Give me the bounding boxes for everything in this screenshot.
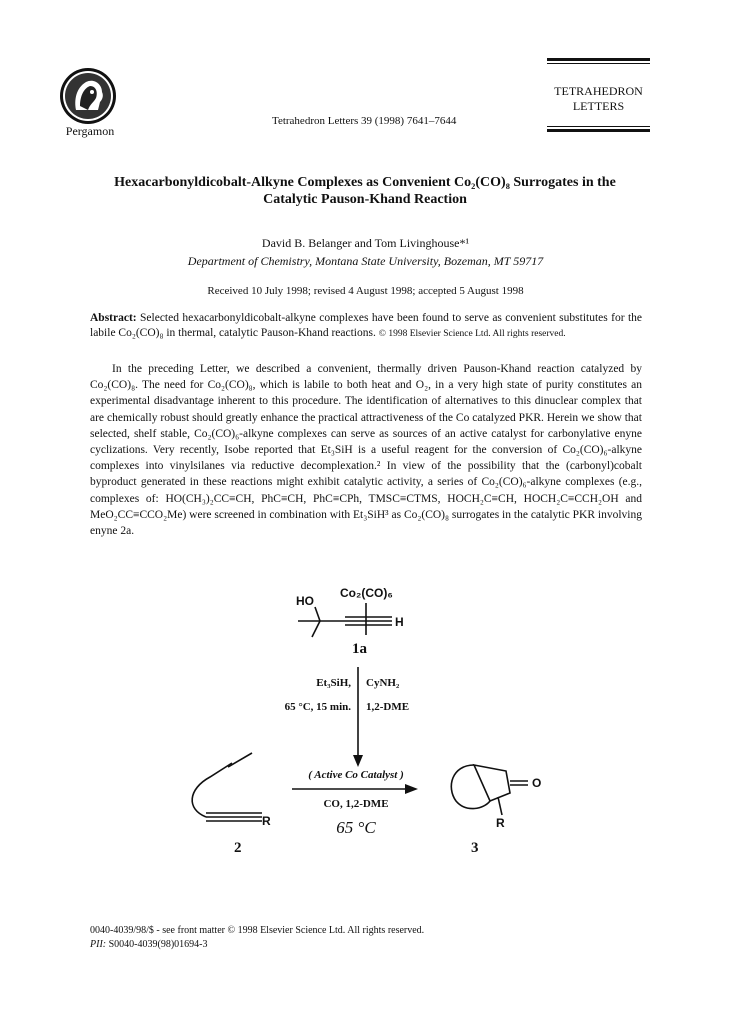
- journal-name-line2: LETTERS: [572, 99, 625, 113]
- reagent-right-2: 1,2-DME: [366, 701, 410, 713]
- article-title-line1: Hexacarbonyldicobalt-Alkyne Complexes as Convenient Co₂(CO)₈ Surrogates in the: [114, 175, 616, 190]
- complex-cobalt-label: Co₂(CO)₆: [340, 586, 393, 600]
- footer: [90, 924, 424, 952]
- enyne-vinyl-bond: [228, 753, 252, 767]
- article-title-line2: Catalytic Pauson-Khand Reaction: [263, 192, 467, 207]
- enyne-alkene-chain: [192, 763, 232, 817]
- journal-masthead: [547, 58, 650, 132]
- reagent-right-1: CyNH₂: [366, 677, 400, 689]
- horizontal-arrow-head: [405, 784, 418, 794]
- product-o-label: O: [532, 776, 542, 790]
- footer-copyright: 0040-4039/98/$ - see front matter © 1998 Elsevier Science Ltd. All rights reserved.: [90, 925, 425, 936]
- journal-citation: Tetrahedron Letters 39 (1998) 7641–7644: [272, 115, 457, 127]
- body-paragraph: In the preceding Letter, we described a convenient, thermally driven Pauson-Khand reaction catalyzed by Co₂(CO)₈. The need for Co₂(CO)₈, which is labile to both heat and O₂, in a very high state of purity constitutes an experimental disadvantage inherent to this procedure. The identification of alternatives to this dinuclear complex that are chemically robust should greatly enhance the practical attractiveness of the Co catalyzed PKR. Herein we show that selected, shelf stable, Co₂(CO)₆-alkyne complexes can serve as sources of an active catalyst for carbonylative enyne cyclizations. Very recently, Isobe reported that Et₃SiH is a useful reagent for the conversion of Co₂(CO)₆-alkyne complexes into vinylsilanes via reductive decomplexation.² In view of the possibility that the (carbonyl)cobalt byproduct generated in these reactions might exhibit catalytic activity, a series of Co₂(CO)₆-alkyne complexes (e.g., complexes of: HO(CH₃)₂CC≡CH, PhC≡CH, PhC≡CPh, TMSC≡CTMS, HOCH₂C≡CH, HOCH₂C≡CCH₂OH and MeO₂CC≡CCO₂Me) were screened in combination with Et₃SiH³ as Co₂(CO)₈ surrogates in the catalytic PKR involving enyne 2a.: [90, 363, 642, 538]
- temperature-label: 65 °C: [336, 818, 376, 837]
- masthead-rule-bottom-thin: [547, 126, 650, 127]
- received-dates: Received 10 July 1998; revised 4 August 1998; accepted 5 August 1998: [207, 285, 524, 297]
- journal-name: [547, 84, 650, 114]
- vertical-arrow-head: [353, 755, 363, 767]
- compound-label-1a: 1a: [352, 641, 367, 657]
- product-r-label: R: [496, 816, 505, 830]
- compound-label-2: 2: [234, 840, 242, 856]
- catalyst-label: ( Active Co Catalyst ): [308, 769, 404, 781]
- product-cyclopentenone: [474, 765, 510, 801]
- footer-pii: [90, 938, 424, 952]
- conditions-label: CO, 1,2-DME: [323, 798, 389, 810]
- pergamon-head-logo-icon: [58, 66, 118, 126]
- complex-bond-methyl: [312, 621, 320, 637]
- masthead-rule-bottom: [547, 129, 650, 132]
- abstract-text: Selected hexacarbonyldicobalt-alkyne complexes have been found to serve as convenient substitutes for the labile Co₂(CO)₈ in thermal, catalytic Pauson-Khand reactions.: [90, 312, 642, 339]
- abstract-copyright: © 1998 Elsevier Science Ltd. All rights reserved.: [378, 329, 566, 339]
- authors: David B. Belanger and Tom Livinghouse*¹: [261, 236, 470, 250]
- footer-pii-value: S0040-4039(98)01694-3: [106, 939, 208, 950]
- footer-pii-label: PII:: [90, 939, 107, 950]
- reagent-left-2: 65 °C, 15 min.: [284, 701, 351, 713]
- article-title: [90, 174, 640, 208]
- complex-h-label: H: [395, 615, 404, 629]
- reaction-scheme: [0, 575, 731, 905]
- complex-ho-label: HO: [296, 594, 314, 608]
- complex-bond-oh: [315, 607, 320, 621]
- reagent-left-1: Et₃SiH,: [316, 677, 351, 689]
- compound-label-3: 3: [471, 840, 479, 856]
- publisher-name: Pergamon: [65, 124, 115, 138]
- enyne-r-label: R: [262, 814, 271, 828]
- affiliation: Department of Chemistry, Montana State University, Bozeman, MT 59717: [187, 254, 544, 268]
- abstract: [90, 311, 642, 342]
- journal-name-line1: TETRAHEDRON: [554, 84, 643, 98]
- product-r-bond: [498, 797, 502, 815]
- masthead-rule-top: [547, 58, 650, 61]
- masthead-rule-top-thin: [547, 63, 650, 64]
- abstract-label: Abstract:: [90, 312, 137, 324]
